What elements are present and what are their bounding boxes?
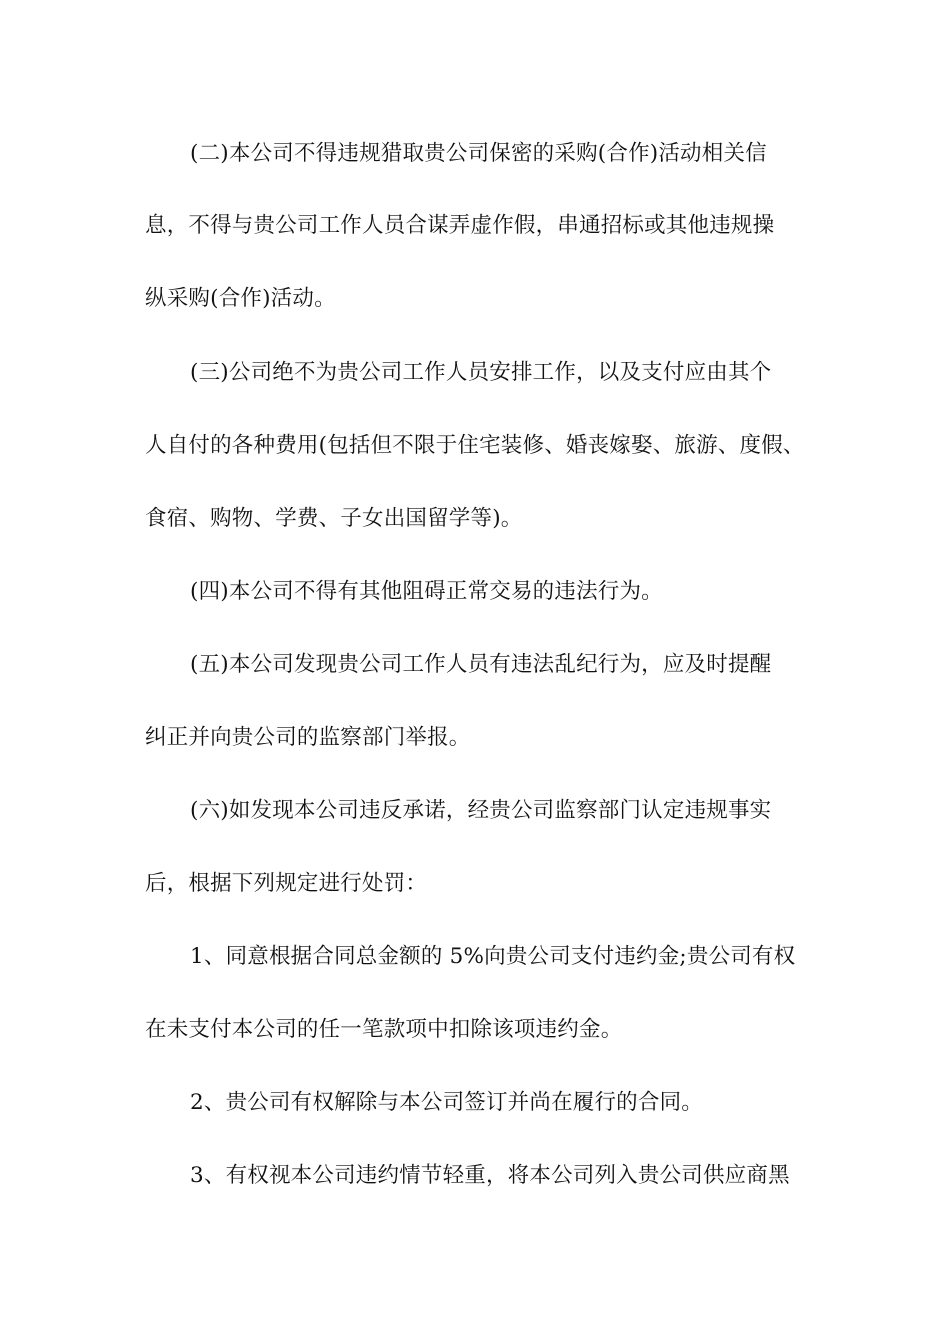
paragraph-3-line-2: 人自付的各种费用(包括但不限于住宅装修、婚丧嫁娶、旅游、度假、 bbox=[145, 433, 805, 458]
paragraph-5-line-1: (五)本公司发现贵公司工作人员有违法乱纪行为，应及时提醒 bbox=[190, 652, 772, 677]
paragraph-4-line-1: (四)本公司不得有其他阻碍正常交易的违法行为。 bbox=[190, 579, 663, 604]
penalty-item-1-line-2: 在未支付本公司的任一笔款项中扣除该项违约金。 bbox=[145, 1017, 623, 1042]
penalty-item-3-line-1: 3、有权视本公司违约情节轻重，将本公司列入贵公司供应商黑 bbox=[190, 1163, 790, 1188]
penalty-item-2-line-1: 2、贵公司有权解除与本公司签订并尚在履行的合同。 bbox=[190, 1090, 703, 1115]
paragraph-2-line-2: 息，不得与贵公司工作人员合谋弄虚作假，串通招标或其他违规操 bbox=[145, 213, 775, 238]
paragraph-3-line-3: 食宿、购物、学费、子女出国留学等)。 bbox=[145, 506, 523, 531]
paragraph-2-line-3: 纵采购(合作)活动。 bbox=[145, 286, 336, 311]
paragraph-2-line-1: (二)本公司不得违规猎取贵公司保密的采购(合作)活动相关信 bbox=[190, 141, 767, 166]
paragraph-6-line-2: 后，根据下列规定进行处罚： bbox=[145, 871, 428, 896]
penalty-item-1-line-1: 1、同意根据合同总金额的 5%向贵公司支付违约金;贵公司有权 bbox=[190, 944, 796, 969]
paragraph-5-line-2: 纠正并向贵公司的监察部门举报。 bbox=[145, 725, 471, 750]
paragraph-3-line-1: (三)公司绝不为贵公司工作人员安排工作，以及支付应由其个 bbox=[190, 360, 772, 385]
paragraph-6-line-1: (六)如发现本公司违反承诺，经贵公司监察部门认定违规事实 bbox=[190, 798, 772, 823]
